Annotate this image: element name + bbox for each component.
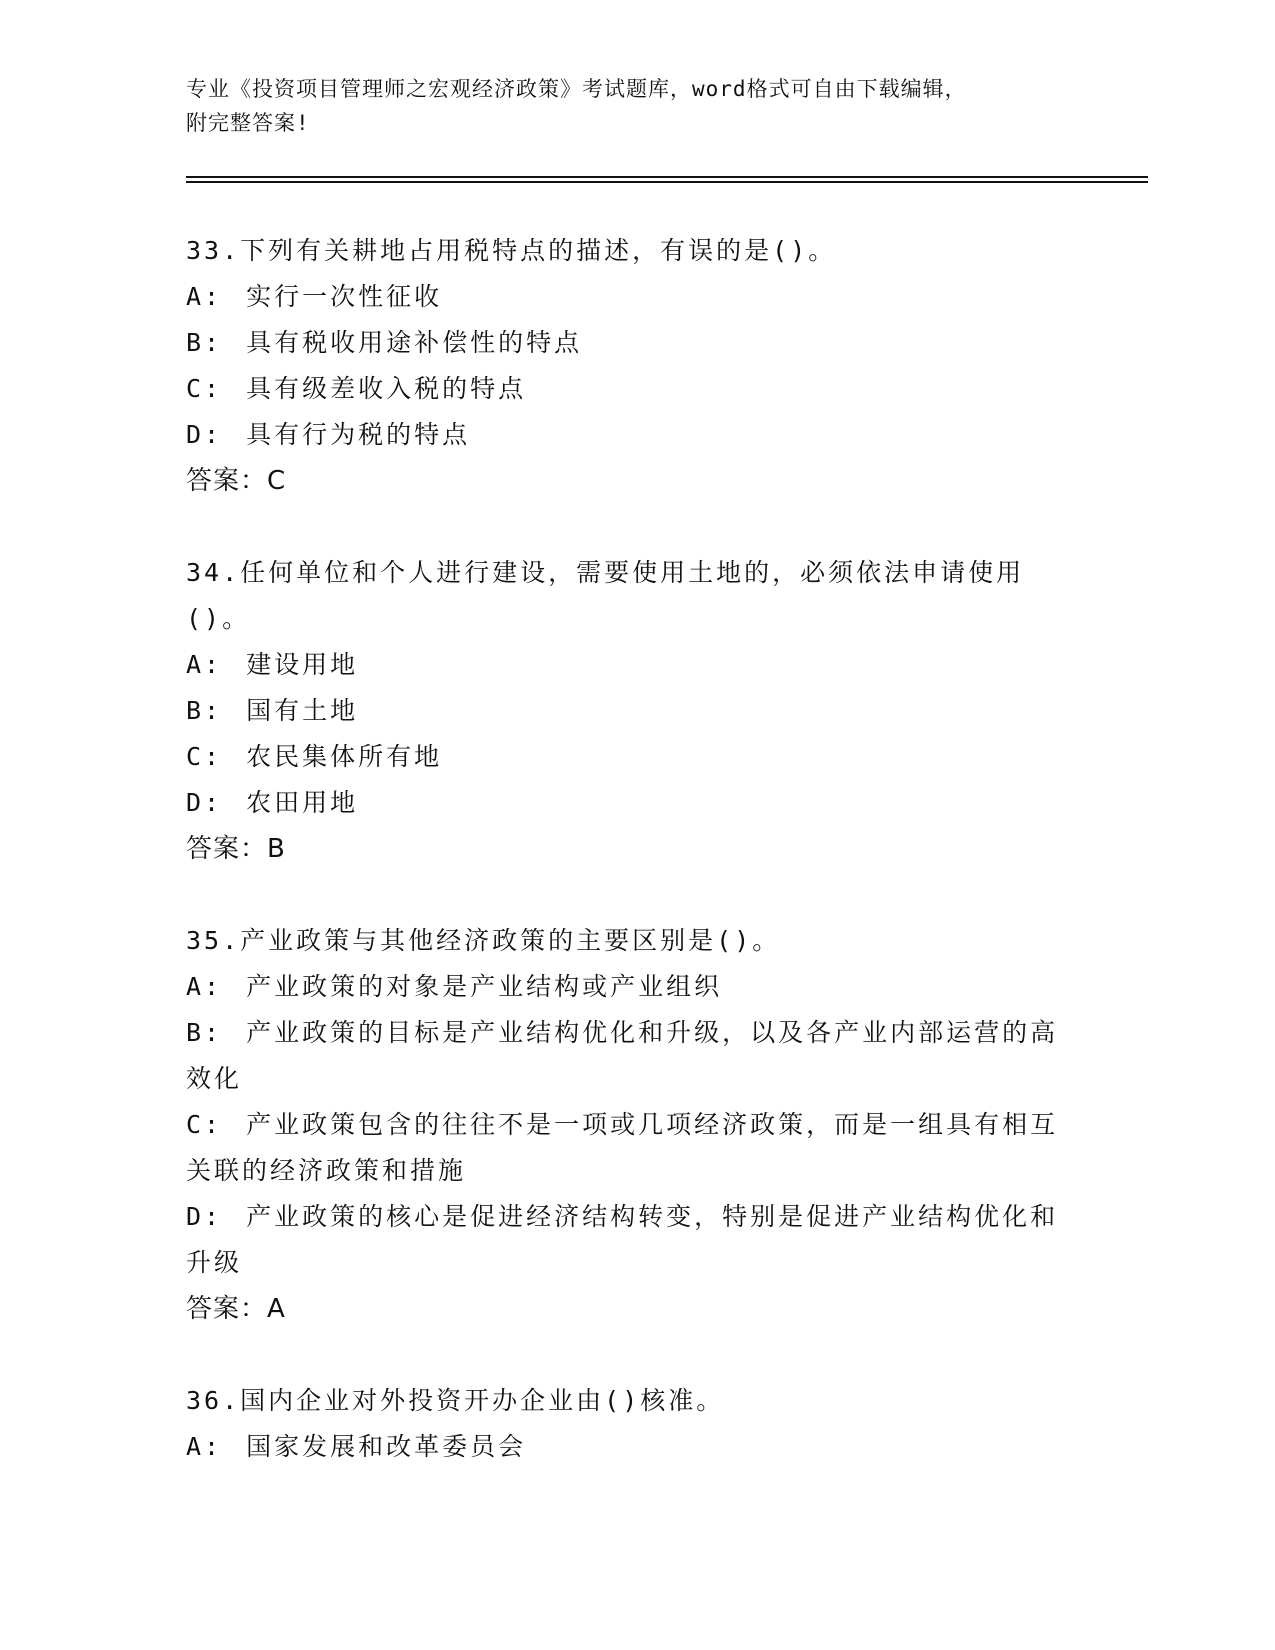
- document-header: [186, 72, 1086, 140]
- option-a: A: 建设用地: [186, 650, 359, 679]
- question-stem: 36.国内企业对外投资开办企业由()核准。: [186, 1386, 725, 1415]
- question-33: [186, 228, 1066, 504]
- header-divider-top: [186, 176, 1148, 178]
- option-b: B: 具有税收用途补偿性的特点: [186, 328, 583, 357]
- question-34: [186, 550, 1066, 872]
- header-divider-bottom: [186, 181, 1148, 183]
- answer-line: 答案：C: [186, 466, 287, 496]
- question-list: [186, 228, 1066, 1516]
- option-a: A: 产业政策的对象是产业结构或产业组织: [186, 972, 723, 1001]
- option-c: C: 具有级差收入税的特点: [186, 374, 527, 403]
- question-36: [186, 1378, 1066, 1470]
- option-c: C: 农民集体所有地: [186, 742, 443, 771]
- question-stem: 33.下列有关耕地占用税特点的描述，有误的是()。: [186, 236, 837, 265]
- question-35: [186, 918, 1066, 1332]
- header-line-1: 专业《投资项目管理师之宏观经济政策》考试题库，word格式可自由下载编辑，: [186, 77, 967, 101]
- option-a: A: 国家发展和改革委员会: [186, 1432, 527, 1461]
- option-b: B: 国有土地: [186, 696, 359, 725]
- question-stem: 34.任何单位和个人进行建设，需要使用土地的，必须依法申请使用()。: [186, 558, 1025, 633]
- question-stem: 35.产业政策与其他经济政策的主要区别是()。: [186, 926, 781, 955]
- option-a: A: 实行一次性征收: [186, 282, 443, 311]
- option-d: D: 具有行为税的特点: [186, 420, 471, 449]
- header-line-2: 附完整答案!: [186, 111, 310, 135]
- option-b: B: 产业政策的目标是产业结构优化和升级，以及各产业内部运营的高效化: [186, 1018, 1059, 1093]
- answer-line: 答案：B: [186, 834, 286, 864]
- option-d: D: 农田用地: [186, 788, 359, 817]
- option-c: C: 产业政策包含的往往不是一项或几项经济政策，而是一组具有相互关联的经济政策和措施: [186, 1110, 1059, 1185]
- option-d: D: 产业政策的核心是促进经济结构转变，特别是促进产业结构优化和升级: [186, 1202, 1059, 1277]
- answer-line: 答案：A: [186, 1294, 286, 1324]
